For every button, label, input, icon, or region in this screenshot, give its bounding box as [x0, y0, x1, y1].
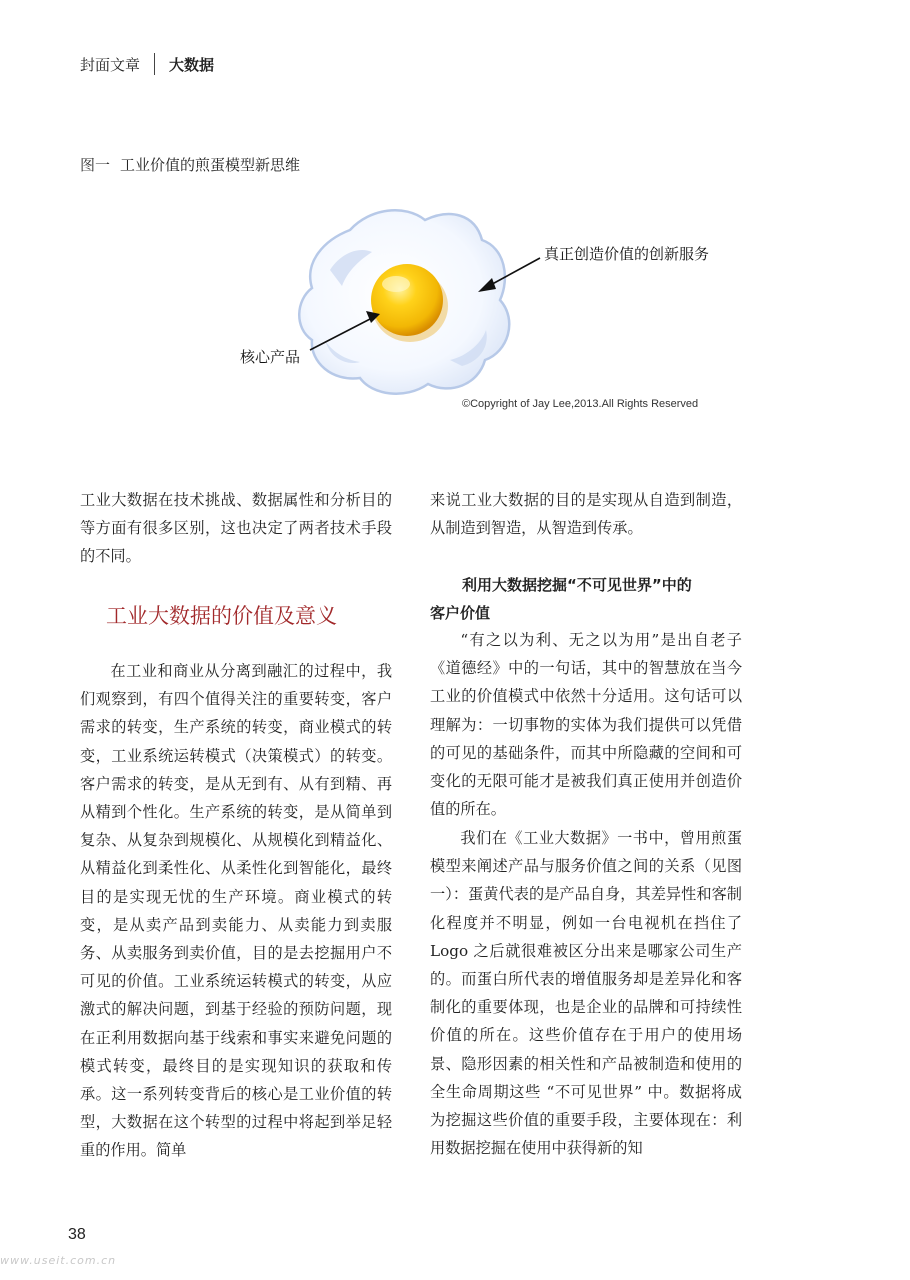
right-paragraph-1 [430, 486, 742, 542]
figure-caption-text: 工业价值的煎蛋模型新思维 [120, 156, 301, 174]
subsection-title-line-1: 利用大数据挖掘“不可见世界”中的 [462, 576, 692, 594]
left-paragraph-2-text: 在工业和商业从分离到融汇的过程中，我们观察到，有四个值得关注的重要转变，客户需求的转变，生产系统的转变，商业模式的转变，工业系统运转模式（决策模式）的转变。客户需求的转变，是从无到有、从有到精、再从精到个性化。生产系统的转变，是从简单到复杂、从复杂到规模化、从规模化到精益化、从精益化到柔性化、从柔性化到智能化，最终目的是实现无忧的生产环境。商业模式的转变，是从卖产品到卖能力、从卖能力到卖服务、从卖服务到卖价值，目的是去挖掘用户不可见的价值。工业系统运转模式的转变，从应激式的解决问题，到基于经验的预防问题，现在正利用数据向基于线索和事实来避免问题的模式转变，最终目的是实现知识的获取和传承。这一系列转变背后的核心是工业价值的转型，大数据在这个转型的过程中将起到举足轻重的作用。简单 [80, 662, 392, 1160]
section-title: 工业大数据的价值及意义 [106, 604, 337, 628]
egg-yolk [371, 264, 443, 336]
header-divider [154, 53, 155, 75]
label-core-product: 核心产品 [240, 348, 301, 366]
right-paragraph-3-text: 我们在《工业大数据》一书中，曾用煎蛋模型来阐述产品与服务价值之间的关系（见图一）：蛋黄代表的是产品自身，其差异性和客制化程度并不明显，例如一台电视机在挡住了 Logo 之后就很难被区分出来是哪家公司生产的。而蛋白所代表的增值服务却是差异化和客制化的重要体现，也是企业的品牌和可持续性价值的所在。这些价值存在于用户的使用场景、隐形因素的相关性和产品被制造和使用的全生命周期这些 “不可见世界” 中。数据将成为挖掘这些价值的重要手段，主要体现在：利用数据挖掘在使用中获得新的知 [430, 829, 742, 1158]
right-paragraph-2 [430, 626, 742, 823]
yolk-highlight [382, 276, 410, 292]
site-watermark: www.useit.com.cn [0, 1254, 117, 1267]
label-innovative-service: 真正创造价值的创新服务 [544, 245, 710, 263]
figure-caption [80, 154, 300, 175]
figure-copyright: ©Copyright of Jay Lee,2013.All Rights Reserved [462, 398, 699, 410]
left-paragraph-1-text: 工业大数据在技术挑战、数据属性和分析目的等方面有很多区别，这也决定了两者技术手段的不同。 [80, 491, 392, 566]
header-category: 大数据 [169, 55, 215, 74]
left-paragraph-2 [80, 657, 392, 1165]
running-header [80, 50, 214, 78]
right-paragraph-3 [430, 824, 742, 1162]
right-paragraph-1-text: 来说工业大数据的目的是实现从自造到制造，从制造到智造，从智造到传承。 [430, 491, 742, 538]
fried-egg-figure [200, 190, 760, 420]
header-section: 封面文章 [80, 55, 141, 74]
subsection-title-line-2: 客户价值 [430, 604, 491, 622]
right-paragraph-2-text: “有之以为利、无之以为用”是出自老子《道德经》中的一句话，其中的智慧放在当今工业的价值模式中依然十分适用。这句话可以理解为：一切事物的实体为我们提供可以凭借的可见的基础条件，而其中所隐藏的空间和可变化的无限可能才是被我们真正使用并创造价值的所在。 [430, 631, 742, 819]
page-number: 38 [68, 1226, 86, 1243]
left-paragraph-1 [80, 486, 392, 571]
subsection-title [430, 571, 742, 627]
figure-number: 图一 [80, 156, 111, 174]
